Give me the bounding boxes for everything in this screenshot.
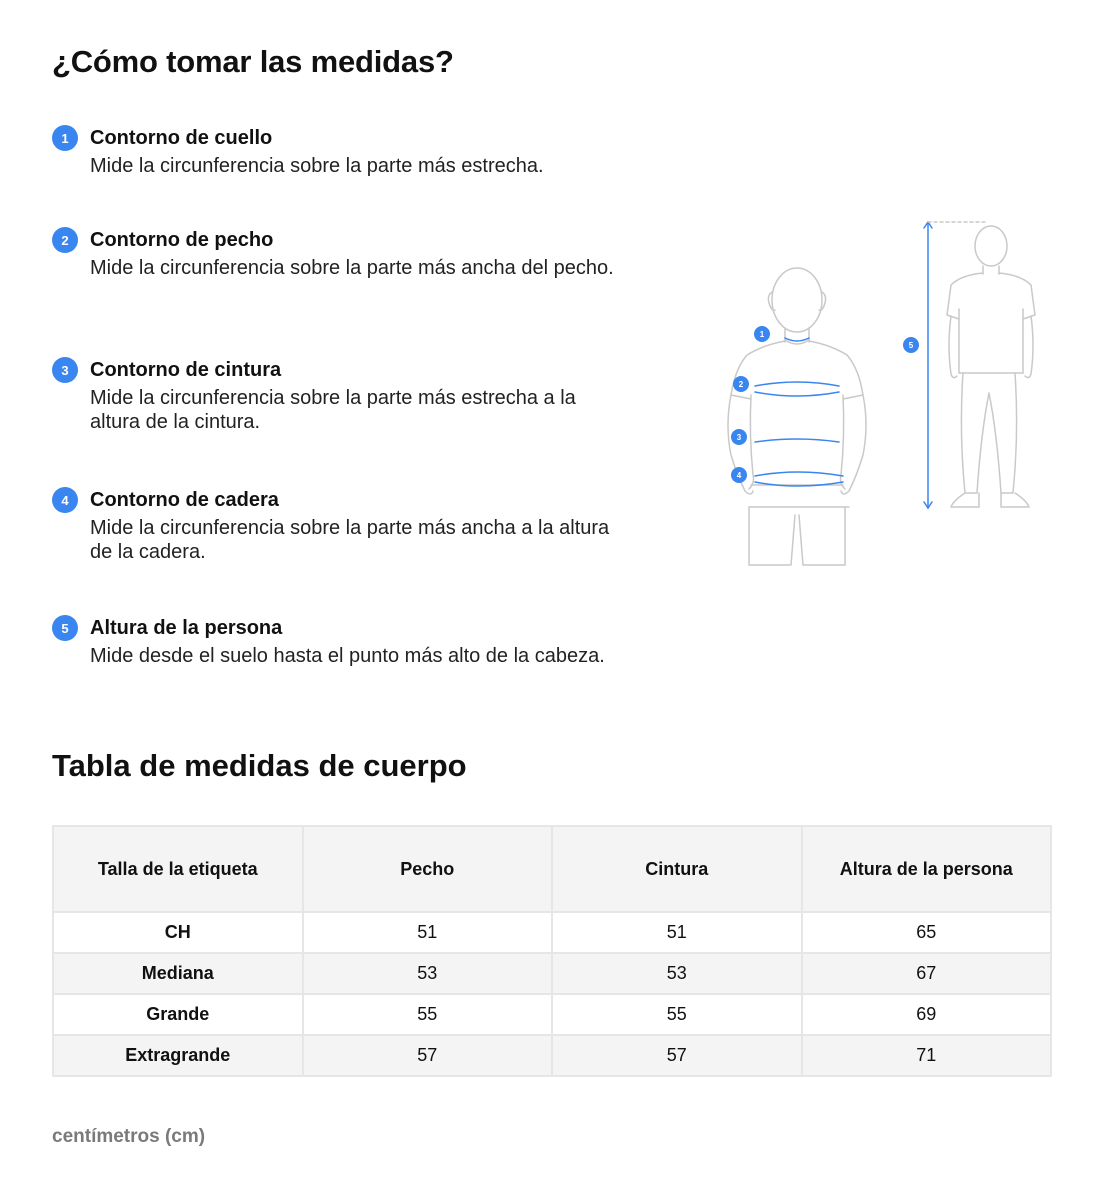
svg-text:3: 3	[736, 433, 742, 442]
step-description: Mide la circunferencia sobre la parte más estrecha.	[90, 155, 544, 177]
table-header-row	[53, 826, 1051, 912]
step-number-badge: 5	[52, 615, 78, 641]
marker-4-icon	[731, 467, 747, 483]
chest-measure-line-front	[755, 392, 839, 396]
size-label-cell: Extragrande	[53, 1035, 303, 1076]
table-cell: 71	[802, 1035, 1052, 1076]
step-number-badge: 4	[52, 487, 78, 513]
step-title: Contorno de cintura	[90, 359, 282, 381]
table-cell: 57	[303, 1035, 553, 1076]
marker-2-icon	[733, 376, 749, 392]
hip-measure-line	[755, 472, 843, 476]
table-cell: 53	[552, 953, 802, 994]
chest-measure-line	[755, 382, 839, 386]
column-header: Cintura	[552, 826, 802, 912]
size-label-cell: Mediana	[53, 953, 303, 994]
waist-measure-line	[755, 439, 839, 442]
step-waist	[52, 356, 622, 486]
neck-measure-line	[785, 338, 809, 341]
standing-figure	[947, 226, 1035, 507]
step-neck	[52, 124, 622, 226]
marker-5-icon	[903, 337, 919, 353]
marker-1-icon	[754, 326, 770, 342]
table-row	[53, 1035, 1051, 1076]
table-cell: 55	[552, 994, 802, 1035]
step-height	[52, 614, 622, 694]
size-table	[52, 825, 1052, 1077]
table-cell: 53	[303, 953, 553, 994]
svg-text:2: 2	[738, 380, 744, 389]
step-number-badge: 2	[52, 227, 78, 253]
svg-text:4: 4	[736, 471, 742, 480]
measurement-steps	[52, 124, 622, 694]
step-title: Altura de la persona	[90, 617, 283, 639]
table-cell: 57	[552, 1035, 802, 1076]
size-label-cell: Grande	[53, 994, 303, 1035]
column-header: Pecho	[303, 826, 553, 912]
step-number-badge: 1	[52, 125, 78, 151]
table-cell: 69	[802, 994, 1052, 1035]
step-description: Mide desde el suelo hasta el punto más alto de la cabeza.	[90, 645, 605, 667]
step-chest	[52, 226, 622, 356]
column-header: Talla de la etiqueta	[53, 826, 303, 912]
step-description: Mide la circunferencia sobre la parte más estrecha a la altura de la cintura.	[90, 387, 576, 433]
measurement-figure	[715, 210, 1055, 580]
table-row	[53, 912, 1051, 953]
unit-note: centímetros (cm)	[52, 1126, 206, 1147]
table-cell: 51	[552, 912, 802, 953]
svg-text:5: 5	[908, 341, 914, 350]
step-title: Contorno de cadera	[90, 489, 279, 511]
table-cell: 51	[303, 912, 553, 953]
table-row	[53, 953, 1051, 994]
step-title: Contorno de cuello	[90, 127, 273, 149]
table-cell: 55	[303, 994, 553, 1035]
table-title: Tabla de medidas de cuerpo	[52, 748, 467, 783]
size-label-cell: CH	[53, 912, 303, 953]
step-hip	[52, 486, 622, 614]
upper-body-figure	[728, 268, 866, 565]
step-number-badge: 3	[52, 357, 78, 383]
step-description: Mide la circunferencia sobre la parte más ancha a la altura de la cadera.	[90, 517, 610, 563]
body-diagram	[715, 210, 1055, 580]
svg-text:1: 1	[759, 330, 765, 339]
table-cell: 65	[802, 912, 1052, 953]
table-row	[53, 994, 1051, 1035]
table-cell: 67	[802, 953, 1052, 994]
step-description: Mide la circunferencia sobre la parte más ancha del pecho.	[90, 257, 614, 279]
page-title: ¿Cómo tomar las medidas?	[52, 44, 454, 79]
step-title: Contorno de pecho	[90, 229, 274, 251]
marker-3-icon	[731, 429, 747, 445]
column-header: Altura de la persona	[802, 826, 1052, 912]
